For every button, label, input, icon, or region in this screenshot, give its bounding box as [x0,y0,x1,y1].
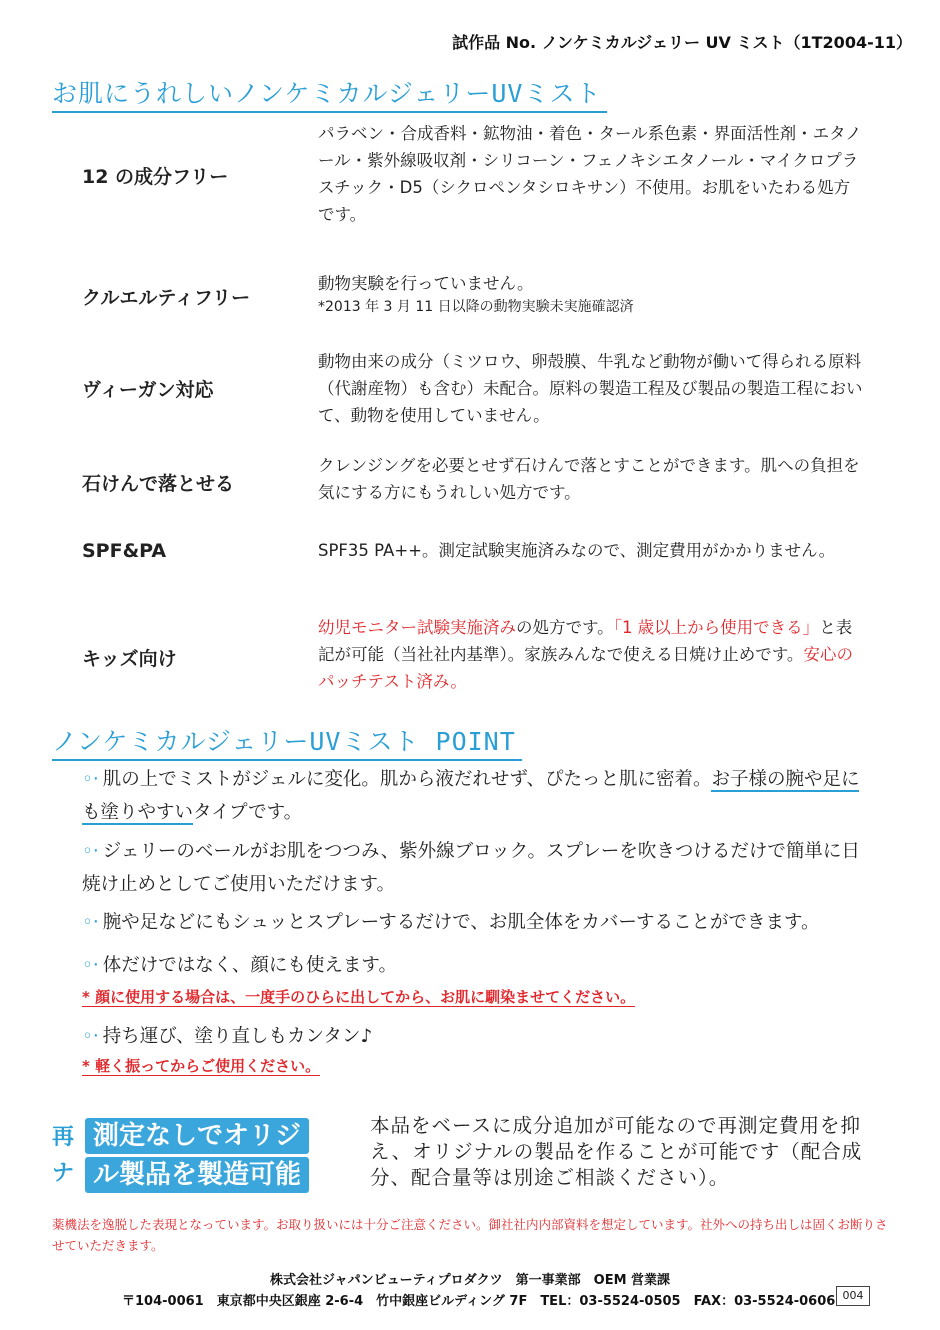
promo-small-1: 再 [52,1125,75,1150]
bullet-icon: ◦· [82,955,99,976]
feature-desc-kids [318,614,863,695]
feature-label-vegan: ヴィーガン対応 [82,379,214,401]
legal-disclaimer: 薬機法を逸脱した表現となっています。お取り扱いには十分ご注意ください。御社社内内部資料を想定しています。社外への持ち出しは固くお断りさせていただきます。 [52,1217,888,1253]
feature-desc-vegan: 動物由来の成分（ミツロウ、卵殻膜、牛乳など動物が働いて得られる原料（代謝産物）も含む）未配合。原料の製造工程及び製品の製造工程において、動物を使用していません。 [318,352,863,425]
point-item-5 [82,1020,872,1053]
point-note-4 [82,986,635,1007]
bullet-icon: ◦· [82,912,99,933]
feature-note-cruelty-free: *2013 年 3 月 11 日以降の動物実験未実施確認済 [318,299,634,315]
point-note-4-text: * 顔に使用する場合は、一度手のひらに出してから、お肌に馴染ませてください。 [82,988,636,1006]
promo-small-2: ナ [52,1161,75,1186]
point-text-3: 腕や足などにもシュッとスプレーするだけで、お肌全体をカバーすることができます。 [102,912,820,933]
page-number: 004 [836,1286,870,1306]
document-id: 試作品 No. ノンケミカルジェリー UV ミスト（1T2004-11） [452,33,912,52]
kids-patch-test: 安心のパッチテスト済み。 [318,645,853,691]
kids-monitor-tested: 幼児モニター試験実施済み [318,618,516,637]
point-tail-1: タイプです。 [193,802,303,823]
bullet-icon: ◦· [82,841,99,862]
point-underlined-1: お子様の腕や足にも塗りやすい [82,769,860,823]
feature-label-kids: キッズ向け [82,648,177,670]
feature-desc-spf: SPF35 PA++。測定試験実施済みなので、測定費用がかかりません。 [318,541,836,560]
kids-text-2: と表記が可能（当社社内基準）。家族みんなで使える日焼け止めです。 [318,618,853,664]
feature-label-spf: SPF&PA [82,540,167,562]
point-text-5: 持ち運び、塗り直しもカンタン♪ [102,1026,373,1047]
feature-label-soap: 石けんで落とせる [82,473,235,495]
feature-label-cruelty-free: クルエルティフリー [82,287,251,309]
point-note-5 [82,1055,320,1076]
point-text-4: 体だけではなく、顔にも使えます。 [102,955,397,976]
feature-desc-cruelty-free [318,270,863,317]
feature-label-free: 12 の成分フリー [82,166,229,188]
feature-desc-free: パラベン・合成香料・鉱物油・着色・タール系色素・界面活性剤・エタノール・紫外線吸収剤・シリコーン・フェノキシエタノール・マイクロプラスチック・D5（シクロペンタシロキサン）不使用。お肌をいたわる処方です。 [318,124,862,224]
section-title-points: ノンケミカルジェリーUVミスト POINT [52,722,516,758]
promo-line-2: ル製品を製造可能 [85,1157,309,1193]
point-text-2: ジェリーのベールがお肌をつつみ、紫外線ブロック。スプレーを吹きつけるだけで簡単に日焼け止めとしてご使用いただけます。 [82,841,860,895]
bullet-icon: ◦· [82,769,99,790]
company-address: 〒104-0061 東京都中央区銀座 2-6-4 竹中銀座ビルディング 7F TEL：03-5524-0505 FAX：03-5524-0606 [122,1294,836,1309]
promo-banner [52,1118,337,1194]
point-item-4 [82,949,872,982]
company-name: 株式会社ジャパンビューティプロダクツ 第一事業部 OEM 営業課 [269,1273,671,1288]
promo-line-1: 測定なしでオリジ [85,1118,309,1154]
point-text-1: 肌の上でミストがジェルに変化。肌から液だれせず、ぴたっと肌に密着。 [102,769,712,790]
feature-desc-soap: クレンジングを必要とせず石けんで落とすことができます。肌への負担を気にする方にもうれしい処方です。 [318,456,860,502]
feature-desc-cruelty-free-text: 動物実験を行っていません。 [318,274,534,293]
bullet-icon: ◦· [82,1026,99,1047]
point-item-3 [82,906,872,939]
section-title-benefits: お肌にうれしいノンケミカルジェリーUVミスト [52,74,601,110]
kids-text-1: の処方です。 [516,618,614,637]
point-item-1 [82,763,872,829]
promo-description: 本品をベースに成分追加が可能なので再測定費用を抑え、オリジナルの製品を作ることが可能です（配合成分、配合量等は別途ご相談ください）。 [370,1114,863,1189]
kids-age-claim: 「1 歳以上から使用できる」 [613,618,820,637]
point-item-2 [82,835,872,901]
point-note-5-text: * 軽く振ってからご使用ください。 [82,1057,321,1075]
